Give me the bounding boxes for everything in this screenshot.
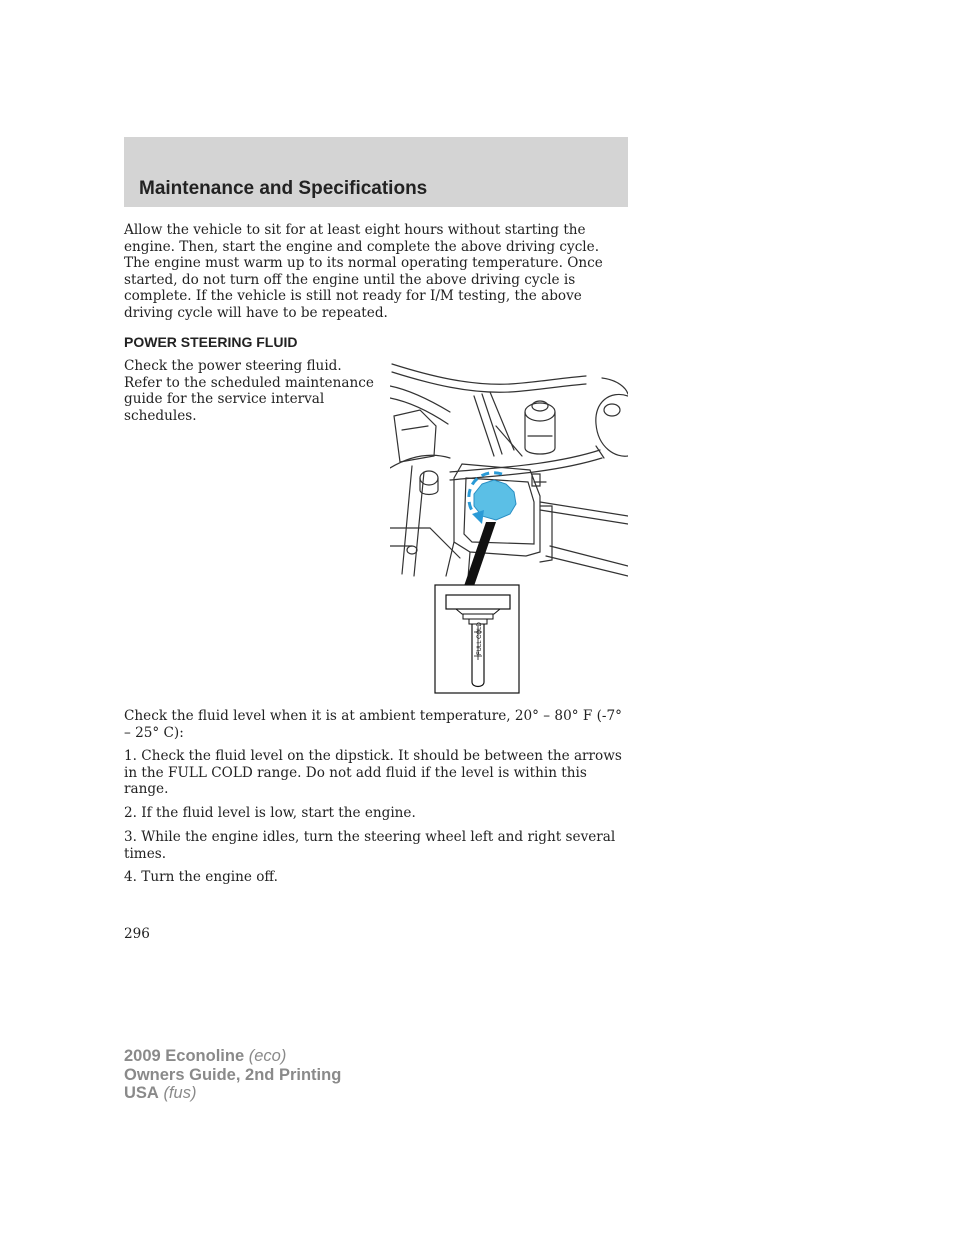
page-title: Maintenance and Specifications [139, 178, 428, 199]
footer-model-line [124, 1047, 341, 1066]
intro-paragraph: Allow the vehicle to sit for at least eight hours without starting the engine. Then, start the engine and complete the above driving cycle. The engine must warm up to its normal operating temperature. Once started, do not turn off the engine until the above driving cycle is complete. If the vehicle is still not ready for I/M testing, the above driving cycle will have to be repeated. [124, 222, 603, 321]
footer-model-code: (eco) [248, 1047, 287, 1065]
step-2: 2. If the fluid level is low, start the engine. [124, 805, 416, 821]
power-steering-reservoir-illustration [390, 356, 628, 698]
footer-market-line [124, 1084, 341, 1103]
step-4: 4. Turn the engine off. [124, 869, 278, 885]
engine-bay-linework [390, 364, 628, 578]
footer-model: 2009 Econoline [124, 1047, 245, 1065]
section-heading: POWER STEERING FLUID [124, 334, 298, 350]
document-footer [124, 1047, 341, 1103]
footer-market-code: (fus) [163, 1084, 197, 1102]
footer-guide-line [124, 1066, 341, 1085]
page-number: 296 [124, 926, 150, 942]
footer-guide: Owners Guide, 2nd Printing [124, 1065, 342, 1084]
check-paragraph: Check the power steering fluid. Refer to the scheduled maintenance guide for the service interval schedules. [124, 358, 374, 424]
step-1: 1. Check the fluid level on the dipstick. It should be between the arrows in the FULL COLD range. Do not add fluid if the level is within this range. [124, 748, 622, 797]
footer-market: USA [124, 1084, 159, 1102]
arrow-head [472, 510, 484, 524]
ambient-temperature-paragraph: Check the fluid level when it is at ambient temperature, 20° – 80° F (-7° – 25° C): [124, 708, 622, 741]
dipstick-full-cold-label: FULL COLD [477, 622, 483, 655]
step-3: 3. While the engine idles, turn the steering wheel left and right several times. [124, 829, 616, 862]
